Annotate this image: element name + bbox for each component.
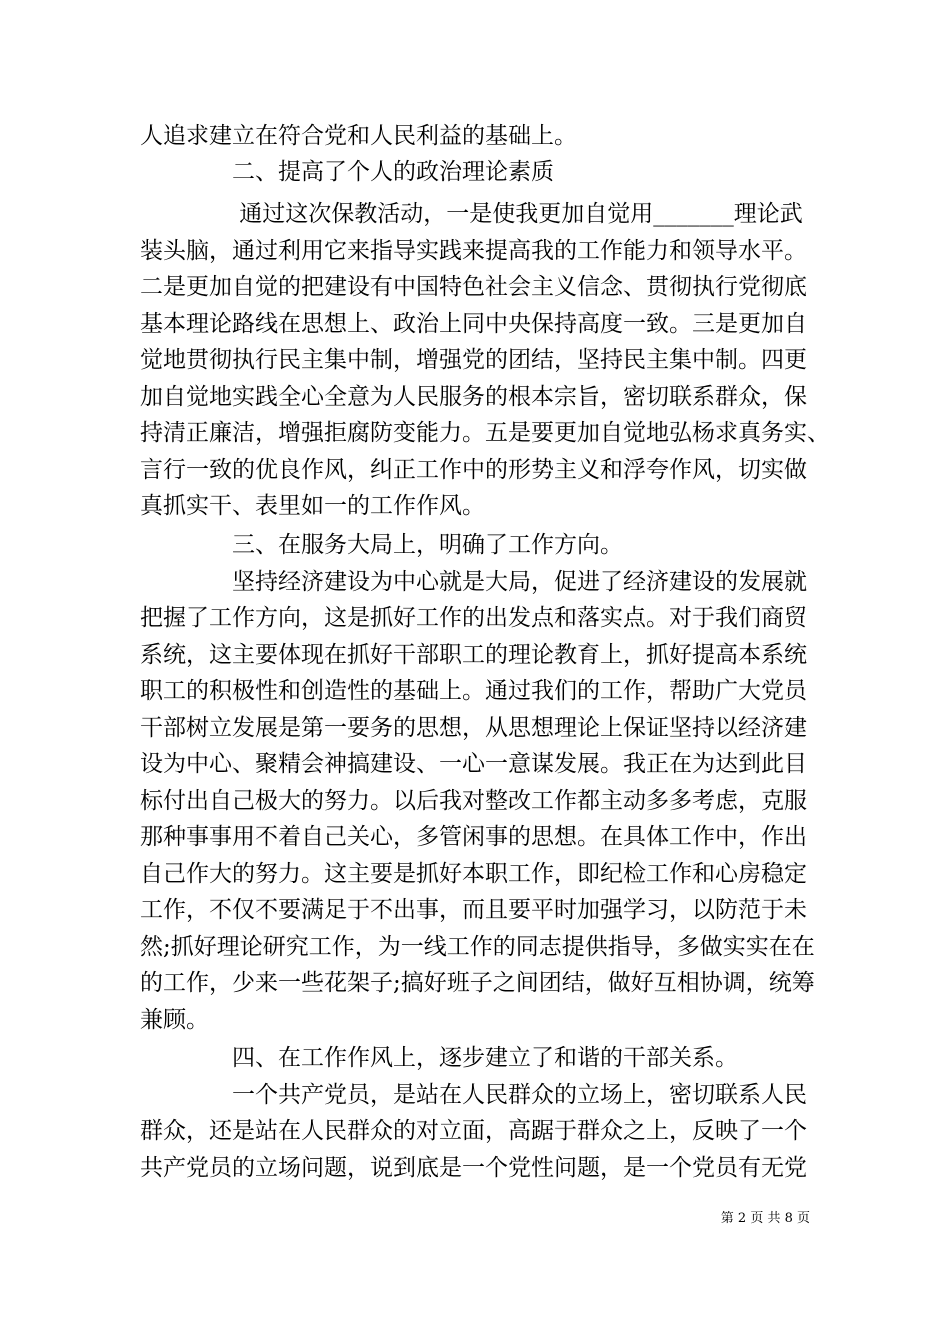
body-text-line: 干部树立发展是第一要务的思想，从思想理论上保证坚持以经济建 (140, 715, 807, 741)
body-text-line: 共产党员的立场问题，说到底是一个党性问题，是一个党员有无党 (140, 1155, 807, 1181)
body-text-line: 持清正廉洁，增强拒腐防变能力。五是要更加自觉地弘杨求真务实、 (140, 420, 830, 446)
body-text-line: 职工的积极性和创造性的基础上。通过我们的工作，帮助广大党员 (140, 678, 807, 704)
section-heading: 三、在服务大局上，明确了工作方向。 (140, 532, 623, 558)
body-text-line: 二是更加自觉的把建设有中国特色社会主义信念、贯彻执行党彻底 (140, 274, 807, 300)
body-text-line: 标付出自己极大的努力。以后我对整改工作都主动多多考虑，克服 (140, 788, 807, 814)
body-text-line: 那种事事用不着自己关心，多管闲事的思想。在具体工作中，作出 (140, 824, 807, 850)
body-text-line: 真抓实干、表里如一的工作作风。 (140, 493, 485, 519)
body-text-line: 群众，还是站在人民群众的对立面，高踞于群众之上，反映了一个 (140, 1118, 807, 1144)
body-text-line: 把握了工作方向，这是抓好工作的出发点和落实点。对于我们商贸 (140, 605, 807, 631)
section-heading: 四、在工作作风上，逐步建立了和谐的干部关系。 (140, 1045, 738, 1071)
body-text-line: 加自觉地实践全心全意为人民服务的根本宗旨，密切联系群众，保 (140, 384, 807, 410)
body-text-line: 基本理论路线在思想上、政治上同中央保持高度一致。三是更加自 (140, 311, 807, 337)
body-text-line: 一个共产党员，是站在人民群众的立场上，密切联系人民 (140, 1082, 807, 1108)
body-text-line: 自己作大的努力。这主要是抓好本职工作，即纪检工作和心房稳定 (140, 861, 807, 887)
section-heading: 二、提高了个人的政治理论素质 (140, 159, 554, 185)
body-text-line: 的工作，少来一些花架子;搞好班子之间团结，做好互相协调，统筹 (140, 970, 815, 996)
body-text-line: 工作，不仅不要满足于不出事，而且要平时加强学习，以防范于未 (140, 897, 807, 923)
body-text-line: 装头脑，通过利用它来指导实践来提高我的工作能力和领导水平。 (140, 238, 807, 264)
body-text-line: 坚持经济建设为中心就是大局，促进了经济建设的发展就 (140, 569, 807, 595)
body-text-line: 然;抓好理论研究工作，为一线工作的同志提供指导，多做实实在在 (140, 934, 815, 960)
body-text-line: 觉地贯彻执行民主集中制，增强党的团结，坚持民主集中制。四更 (140, 347, 807, 373)
body-text-line: 人追求建立在符合党和人民利益的基础上。 (140, 123, 577, 149)
body-text-line: 兼顾。 (140, 1007, 209, 1033)
page-number-footer: 第 2 页 共 8 页 (720, 1211, 810, 1226)
body-text-line: 系统，这主要体现在抓好干部职工的理论教育上，抓好提高本系统 (140, 642, 807, 668)
body-text-line: 设为中心、聚精会神搞建设、一心一意谋发展。我正在为达到此目 (140, 751, 807, 777)
body-text-line: 言行一致的优良作风，纠正工作中的形势主义和浮夸作风，切实做 (140, 457, 807, 483)
body-text-line: 通过这次保教活动，一是使我更加自觉用_______理论武 (140, 201, 803, 227)
